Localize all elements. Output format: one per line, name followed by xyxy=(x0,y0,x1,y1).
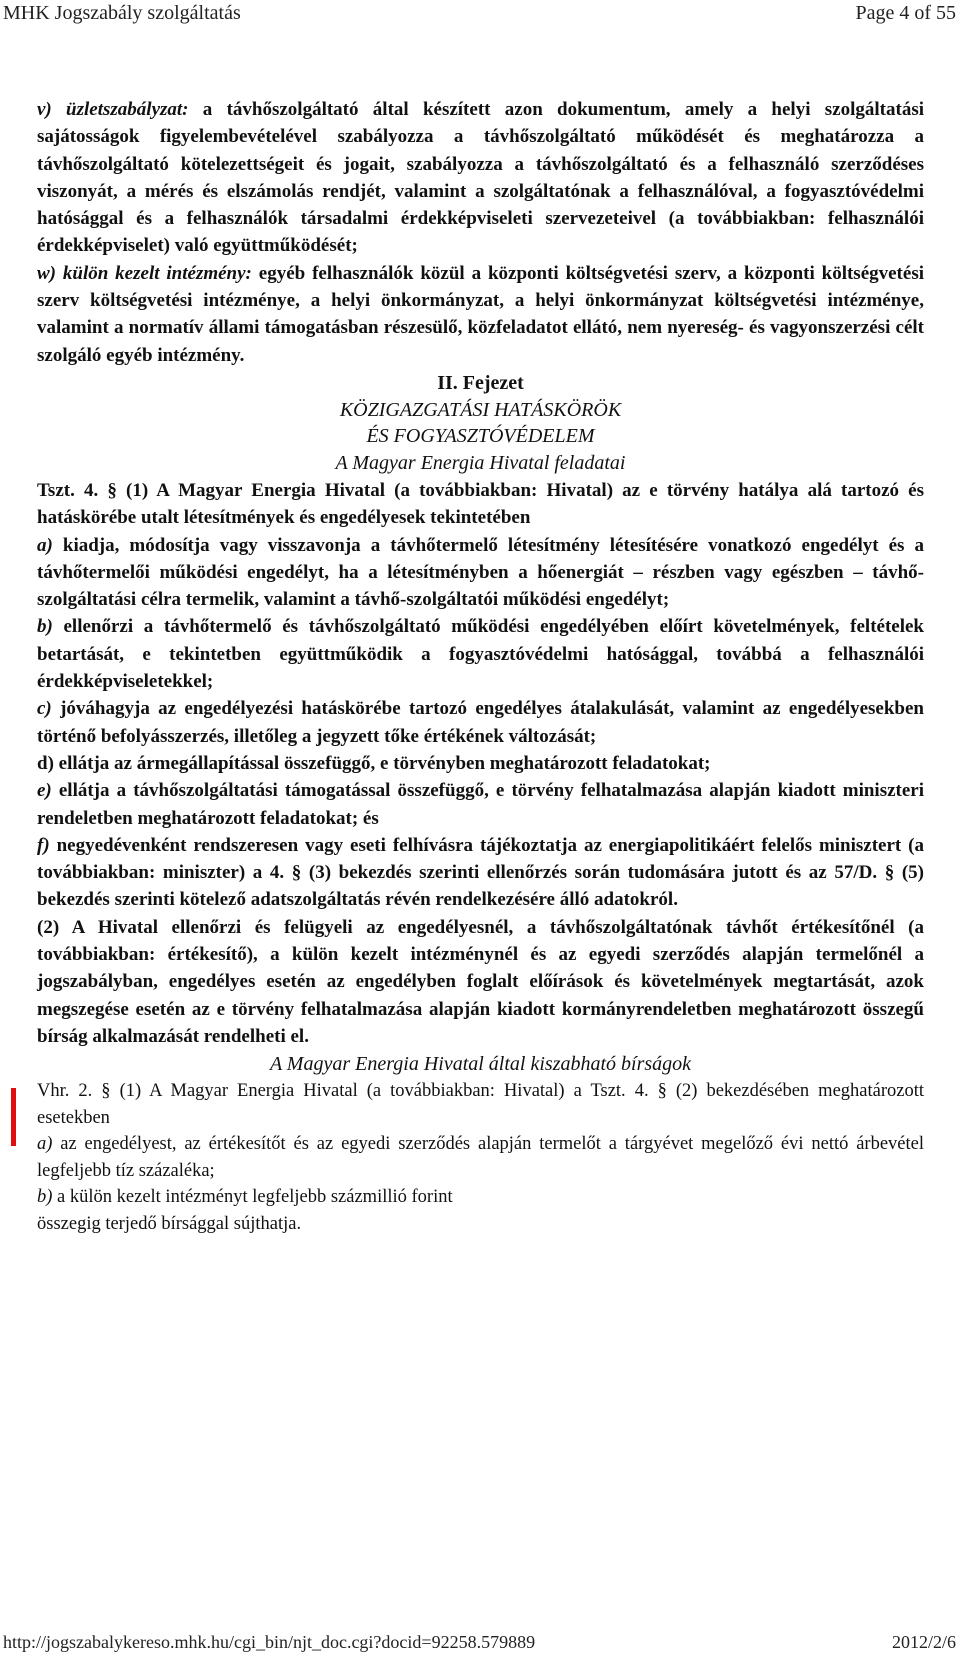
header-title: MHK Jogszabály szolgáltatás xyxy=(3,2,241,24)
item-label: f) xyxy=(37,834,50,856)
definition-w-text: egyéb felhasználók közül a központi költségvetési szerv, a központi költségvetési szerv költségvetési intézménye, a helyi önkormányzat, a helyi önkormányzat költségvetési intézménye, valamint a normatív állami támogatásban részesülő, közfeladatot ellátó, nem nyereség- és vagyonszerzési célt szolgáló egyéb intézmény. xyxy=(37,262,924,366)
amendment-block xyxy=(37,1078,924,1237)
item-label: b) xyxy=(37,616,53,638)
item-label: c) xyxy=(37,698,52,720)
item-text: ellátja a távhőszolgáltatási támogatással összefüggő, e törvény felhatalmazása alapján kiadott miniszteri rendeletben meghatározott feladatokat; és xyxy=(37,780,924,829)
fines-item-a xyxy=(37,1131,924,1184)
section4-item-d: d) ellátja az ármegállapítással összefüggő, e törvényben meghatározott feladatokat; xyxy=(37,752,711,774)
page-indicator: Page 4 of 55 xyxy=(855,2,956,24)
chapter-title-line2: ÉS FOGYASZTÓVÉDELEM xyxy=(366,424,595,447)
section-subtitle: A Magyar Energia Hivatal feladatai xyxy=(335,451,626,474)
item-text: kiadja, módosítja vagy visszavonja a távhőtermelő létesítmény létesítésére vonatkozó engedélyt és a távhőtermelői működési engedélyt, ha a létesítményben a hőenergiát – részben vagy egészben – távhő-szolgáltatási célra termelik, valamint a távhő-szolgáltatói működési engedélyt; xyxy=(37,534,924,611)
item-text: az engedélyest, az értékesítőt és az egyedi szerződés alapján termelőt a tárgyévet megelőző évi nettó árbevétel legfeljebb tíz százaléka; xyxy=(37,1134,924,1181)
item-text: a külön kezelt intézményt legfeljebb százmillió forint xyxy=(52,1187,453,1208)
amendment-marker xyxy=(11,1088,16,1146)
chapter-title-line1: KÖZIGAZGATÁSI HATÁSKÖRÖK xyxy=(339,398,622,421)
page-footer xyxy=(0,1630,960,1654)
footer-date: 2012/2/6 xyxy=(891,1632,956,1652)
fines-subtitle: A Magyar Energia Hivatal által kiszabható bírságok xyxy=(269,1053,692,1076)
page-header xyxy=(0,0,960,26)
item-text: ellenőrzi a távhőtermelő és távhőszolgáltató működési engedélyében előírt követelmények, feltételek betartását, e tekintetben együttműködik a fogyasztóvédelmi hatósággal, továbbá a felhasználói érdekképviseletekkel; xyxy=(37,616,924,693)
section4-item-b xyxy=(37,613,924,695)
chapter-number: II. Fejezet xyxy=(437,371,524,394)
section4-item-a xyxy=(37,532,924,614)
chapter-title xyxy=(37,397,924,449)
item-label: b) xyxy=(37,1187,53,1208)
item-text: jóváhagyja az engedélyezési hatáskörébe tartozó engedélyes átalakulását, valamint az engedélyesekben történő befolyásszerzés, illetőleg a jegyzett tőke értékének változását; xyxy=(37,698,924,747)
fines-intro: Vhr. 2. § (1) A Magyar Energia Hivatal (a továbbiakban: Hivatal) a Tszt. 4. § (2) bekezdésében meghatározott esetekben xyxy=(37,1081,924,1128)
definition-w-label: w) külön kezelt intézmény: xyxy=(37,262,252,284)
section4-item-e xyxy=(37,777,924,832)
section4-item-f xyxy=(37,832,924,914)
item-label: e) xyxy=(37,780,52,802)
section4-paragraph-2: (2) A Hivatal ellenőrzi és felügyeli az engedélyesnél, a távhőszolgáltatónak távhőt értékesítőnél (a továbbiakban: értékesítő), a külön kezelt intézménynél és az egyedi szerződés alapján termelőnél a jogszabályban, engedélyes esetén az engedélyben foglalt előírások és követelmények megtartását, azok megszegése esetén az e törvény felhatalmazása alapján kiadott kormányrendeletben meghatározott összegű bírság alkalmazását rendelheti el. xyxy=(37,916,924,1047)
document-body xyxy=(37,96,924,1237)
definition-v xyxy=(37,96,924,260)
section4-item-c xyxy=(37,695,924,750)
section4-intro: Tszt. 4. § (1) A Magyar Energia Hivatal (a továbbiakban: Hivatal) az e törvény hatálya alá tartozó és hatáskörébe utalt létesítmények és engedélyesek tekintetében xyxy=(37,479,924,529)
footer-url: http://jogszabalykereso.mhk.hu/cgi_bin/njt_doc.cgi?docid=92258.579889 xyxy=(3,1632,536,1652)
item-label: a) xyxy=(37,534,53,556)
definition-v-label: v) üzletszabályzat: xyxy=(37,99,189,120)
definition-w xyxy=(37,260,924,369)
definition-v-text: a távhőszolgáltató által készített azon dokumentum, amely a helyi szolgáltatási sajátosságok figyelembevételével szabályozza a távhőszolgáltató működését és meghatározza a távhőszolgáltató kötelezettségeit és jogait, szabályozza a távhőszolgáltató és a felhasználó szerződéses viszonyát, a mérés és elszámolás rendjét, valamint a szolgáltatónak a felhasználóval, a fogyasztóvédelmi hatósággal és a felhasználók társadalmi érdekképviseleti szervezeteivel (a továbbiakban: felhasználói érdekképviselet) való együttműködését; xyxy=(37,99,924,257)
item-label: a) xyxy=(37,1134,53,1155)
fines-item-b xyxy=(37,1184,924,1211)
fines-closing: összegig terjedő bírsággal sújthatja. xyxy=(37,1213,302,1234)
item-text: negyedévenként rendszeresen vagy eseti felhívásra tájékoztatja az energiapolitikáért felelős minisztert (a továbbiakban: miniszter) a 4. § (3) bekezdés szerinti ellenőrzés során tudomására jutott és az 57/D. § (5) bekezdés szerinti kötelező adatszolgáltatás révén rendelkezésére álló adatokról. xyxy=(37,834,924,911)
